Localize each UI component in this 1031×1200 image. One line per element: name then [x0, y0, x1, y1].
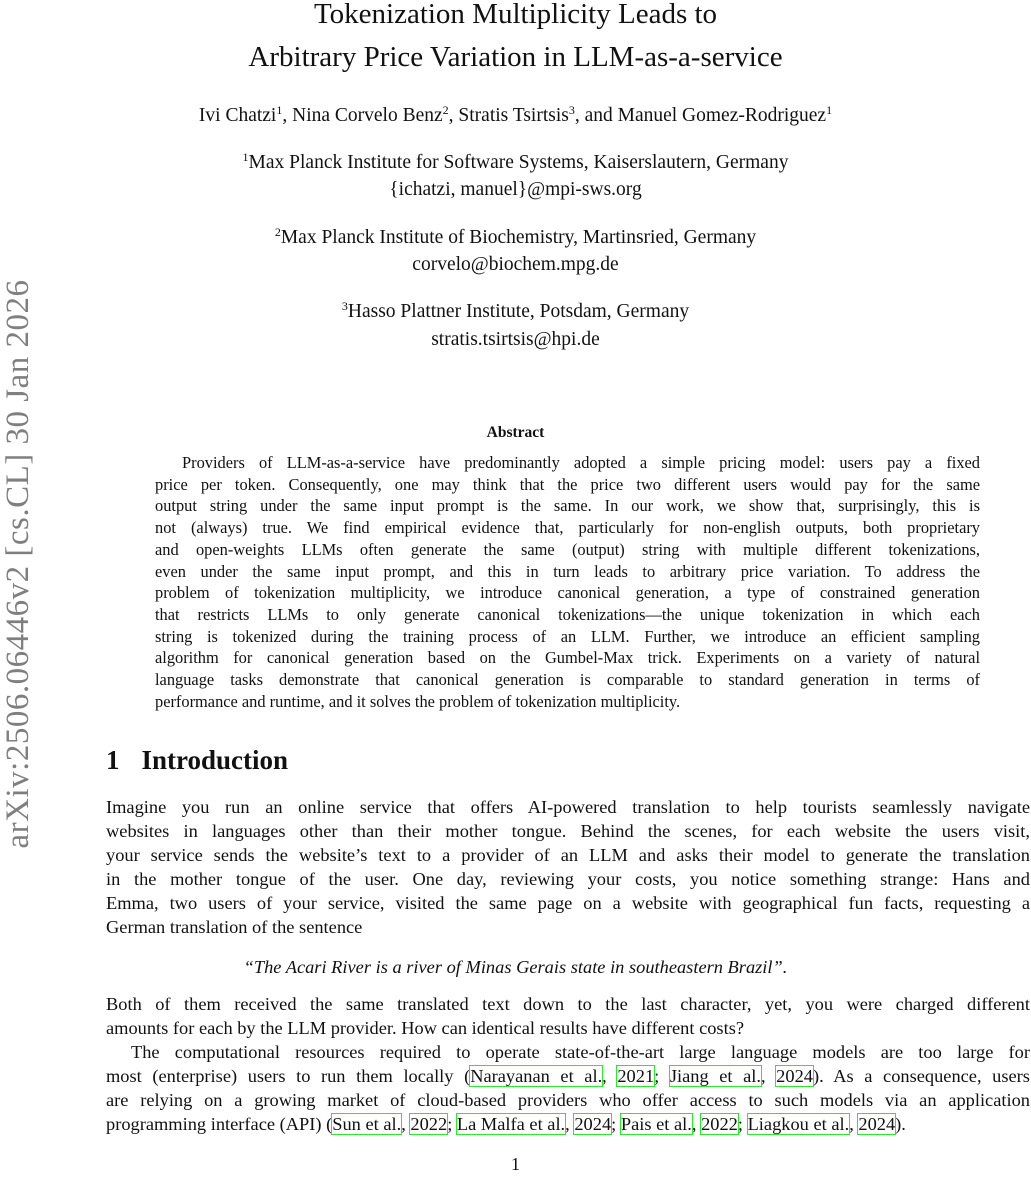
affiliation-name: Max Planck Institute of Biochemistry, Martinsried, Germany — [280, 227, 757, 248]
section-title: Introduction — [141, 745, 289, 775]
text-line — [106, 992, 1030, 1016]
citation-link[interactable]: 2021 — [617, 1066, 655, 1086]
text-segment: , — [602, 1066, 618, 1086]
text-segment: in the mother tongue of the user. One day, reviewing your costs, you notice something strange: Hans and — [106, 869, 1030, 889]
text-line — [106, 915, 1030, 939]
text-segment: The computational resources required to operate state-of-the-art large language models are too large for — [131, 1042, 1030, 1062]
paper-title-line-1: Tokenization Multiplicity Leads to — [313, 0, 718, 30]
affiliation-number: 1 — [242, 150, 249, 164]
text-line — [106, 1016, 1030, 1040]
text-segment: , — [691, 1114, 702, 1134]
text-line — [106, 1064, 1030, 1088]
text-segment: , — [849, 1114, 859, 1134]
citation-link[interactable]: 2024 — [776, 1066, 813, 1086]
text-line — [106, 891, 1030, 915]
author-separator: , — [448, 105, 459, 126]
affiliation-1 — [0, 151, 1031, 175]
citation-link[interactable]: Pais et al. — [620, 1114, 692, 1134]
text-segment: ; — [737, 1114, 748, 1134]
text-segment: most (enterprise) users to run them locally ( — [106, 1066, 471, 1086]
text-line — [106, 843, 1030, 867]
text-segment: , — [565, 1114, 575, 1134]
abstract-line: price per token. Consequently, one may think that the price two different users would pay for the same — [155, 474, 980, 494]
author-list — [0, 104, 1031, 128]
section-number: 1 — [106, 745, 120, 775]
citation-link[interactable]: Sun et al. — [332, 1114, 402, 1134]
author-separator: , and — [574, 105, 618, 126]
page-number: 1 — [511, 1154, 520, 1174]
section-heading — [106, 745, 288, 776]
text-line — [106, 867, 1030, 891]
text-segment: ; — [611, 1114, 621, 1134]
text-line — [106, 819, 1030, 843]
citation-link[interactable]: 2022 — [701, 1114, 738, 1134]
text-segment: Both of them received the same translated text down to the last character, yet, you were charged different — [106, 994, 1030, 1014]
author-affiliation-number: 3 — [568, 103, 575, 117]
affiliation-number: 3 — [341, 299, 348, 313]
abstract-line: performance and runtime, and it solves the problem of tokenization multiplicity. — [155, 691, 681, 711]
author-affiliation-number: 2 — [442, 103, 449, 117]
citation-link[interactable]: 2022 — [410, 1114, 448, 1134]
text-segment: , — [760, 1066, 777, 1086]
abstract-line: and open-weights LLMs often generate the same (output) string with multiple different tokenizations, — [155, 539, 980, 559]
author-name: Nina Corvelo Benz — [292, 105, 443, 126]
text-segment: websites in languages other than their mother tongue. Behind the scenes, for each website the users visit, — [106, 821, 1030, 841]
text-segment: are relying on a growing market of cloud-based providers who offer access to such models via an application — [106, 1090, 1030, 1110]
affiliation-name: Max Planck Institute for Software Systems, Kaiserslautern, Germany — [248, 152, 789, 173]
abstract-line: problem of tokenization multiplicity, we introduce canonical generation, a type of constrained generation — [155, 583, 980, 603]
abstract-line: not (always) true. We find empirical evidence that, particularly for non-english outputs, both proprietary — [155, 518, 980, 538]
citation-link[interactable]: Jiang et al. — [669, 1066, 761, 1086]
text-segment: , — [401, 1114, 411, 1134]
affiliation-number: 2 — [274, 225, 281, 239]
citation-link[interactable]: La Malfa et al. — [456, 1114, 566, 1134]
text-segment: programming interface (API) ( — [106, 1114, 333, 1134]
author-separator: , — [282, 105, 293, 126]
text-segment: Emma, two users of your service, visited the same page on a website with geographical fun facts, requesting a — [106, 893, 1030, 913]
paper-title-line-2: Arbitrary Price Variation in LLM-as-a-service — [248, 41, 783, 73]
citation-link[interactable]: 2024 — [858, 1114, 896, 1134]
abstract-line: that restricts LLMs to only generate canonical tokenizations—the unique tokenization in which each — [155, 604, 980, 624]
affiliation-2 — [0, 226, 1031, 250]
author-affiliation-number: 1 — [276, 103, 283, 117]
abstract-line: algorithm for canonical generation based on the Gumbel-Max trick. Experiments on a variety of natural — [155, 648, 980, 668]
author-name: Manuel Gomez-Rodriguez — [617, 105, 827, 126]
text-segment: ; — [654, 1066, 670, 1086]
text-segment: amounts for each by the LLM provider. How can identical results have different costs? — [106, 1018, 745, 1038]
text-segment: ). — [895, 1114, 906, 1134]
author-name: Ivi Chatzi — [198, 105, 277, 126]
quoted-sentence: “The Acari River is a river of Minas Gerais state in southeastern Brazil”. — [243, 957, 788, 977]
affiliation-2-email: corvelo@biochem.mpg.de — [412, 254, 619, 275]
text-line — [131, 1040, 1030, 1064]
text-segment: Imagine you run an online service that offers AI-powered translation to help tourists seamlessly navigate — [106, 797, 1030, 817]
abstract-line: even under the same input prompt, and this in turn leads to arbitrary price variation. To address the — [155, 561, 980, 581]
abstract-line: language tasks demonstrate that canonical generation is comparable to standard generation in terms of — [155, 670, 980, 689]
affiliation-1-email: {ichatzi, manuel}@mpi-sws.org — [389, 179, 642, 200]
text-segment: ). As a consequence, users — [812, 1066, 1030, 1086]
text-line — [106, 1088, 1030, 1112]
text-line — [106, 795, 1030, 819]
affiliation-3 — [0, 300, 1031, 324]
arxiv-stamp: arXiv:2506.06446v2 [cs.CL] 30 Jan 2026 — [0, 279, 36, 849]
text-line — [106, 1112, 1030, 1136]
author-affiliation-number: 1 — [826, 103, 833, 117]
text-segment: ; — [447, 1114, 457, 1134]
text-segment: your service sends the website’s text to a provider of an LLM and asks their model to generate the translation — [106, 845, 1030, 865]
abstract-line: output string under the same input prompt is the same. In our work, we show that, surprisingly, this is — [155, 496, 980, 516]
abstract-heading: Abstract — [486, 424, 545, 441]
abstract-line: Providers of LLM-as-a-service have predominantly adopted a simple pricing model: users pay a fixed — [182, 453, 980, 472]
citation-link[interactable]: Narayanan et al. — [470, 1066, 603, 1086]
author-name: Stratis Tsirtsis — [458, 105, 569, 126]
citation-link[interactable]: 2024 — [574, 1114, 612, 1134]
text-segment: German translation of the sentence — [106, 917, 363, 937]
affiliation-3-email: stratis.tsirtsis@hpi.de — [431, 329, 600, 350]
abstract-line: string is tokenized during the training process of an LLM. Further, we introduce an efficient sampling — [155, 626, 980, 646]
affiliation-name: Hasso Plattner Institute, Potsdam, Germany — [347, 301, 690, 322]
citation-link[interactable]: Liagkou et al. — [747, 1114, 850, 1134]
